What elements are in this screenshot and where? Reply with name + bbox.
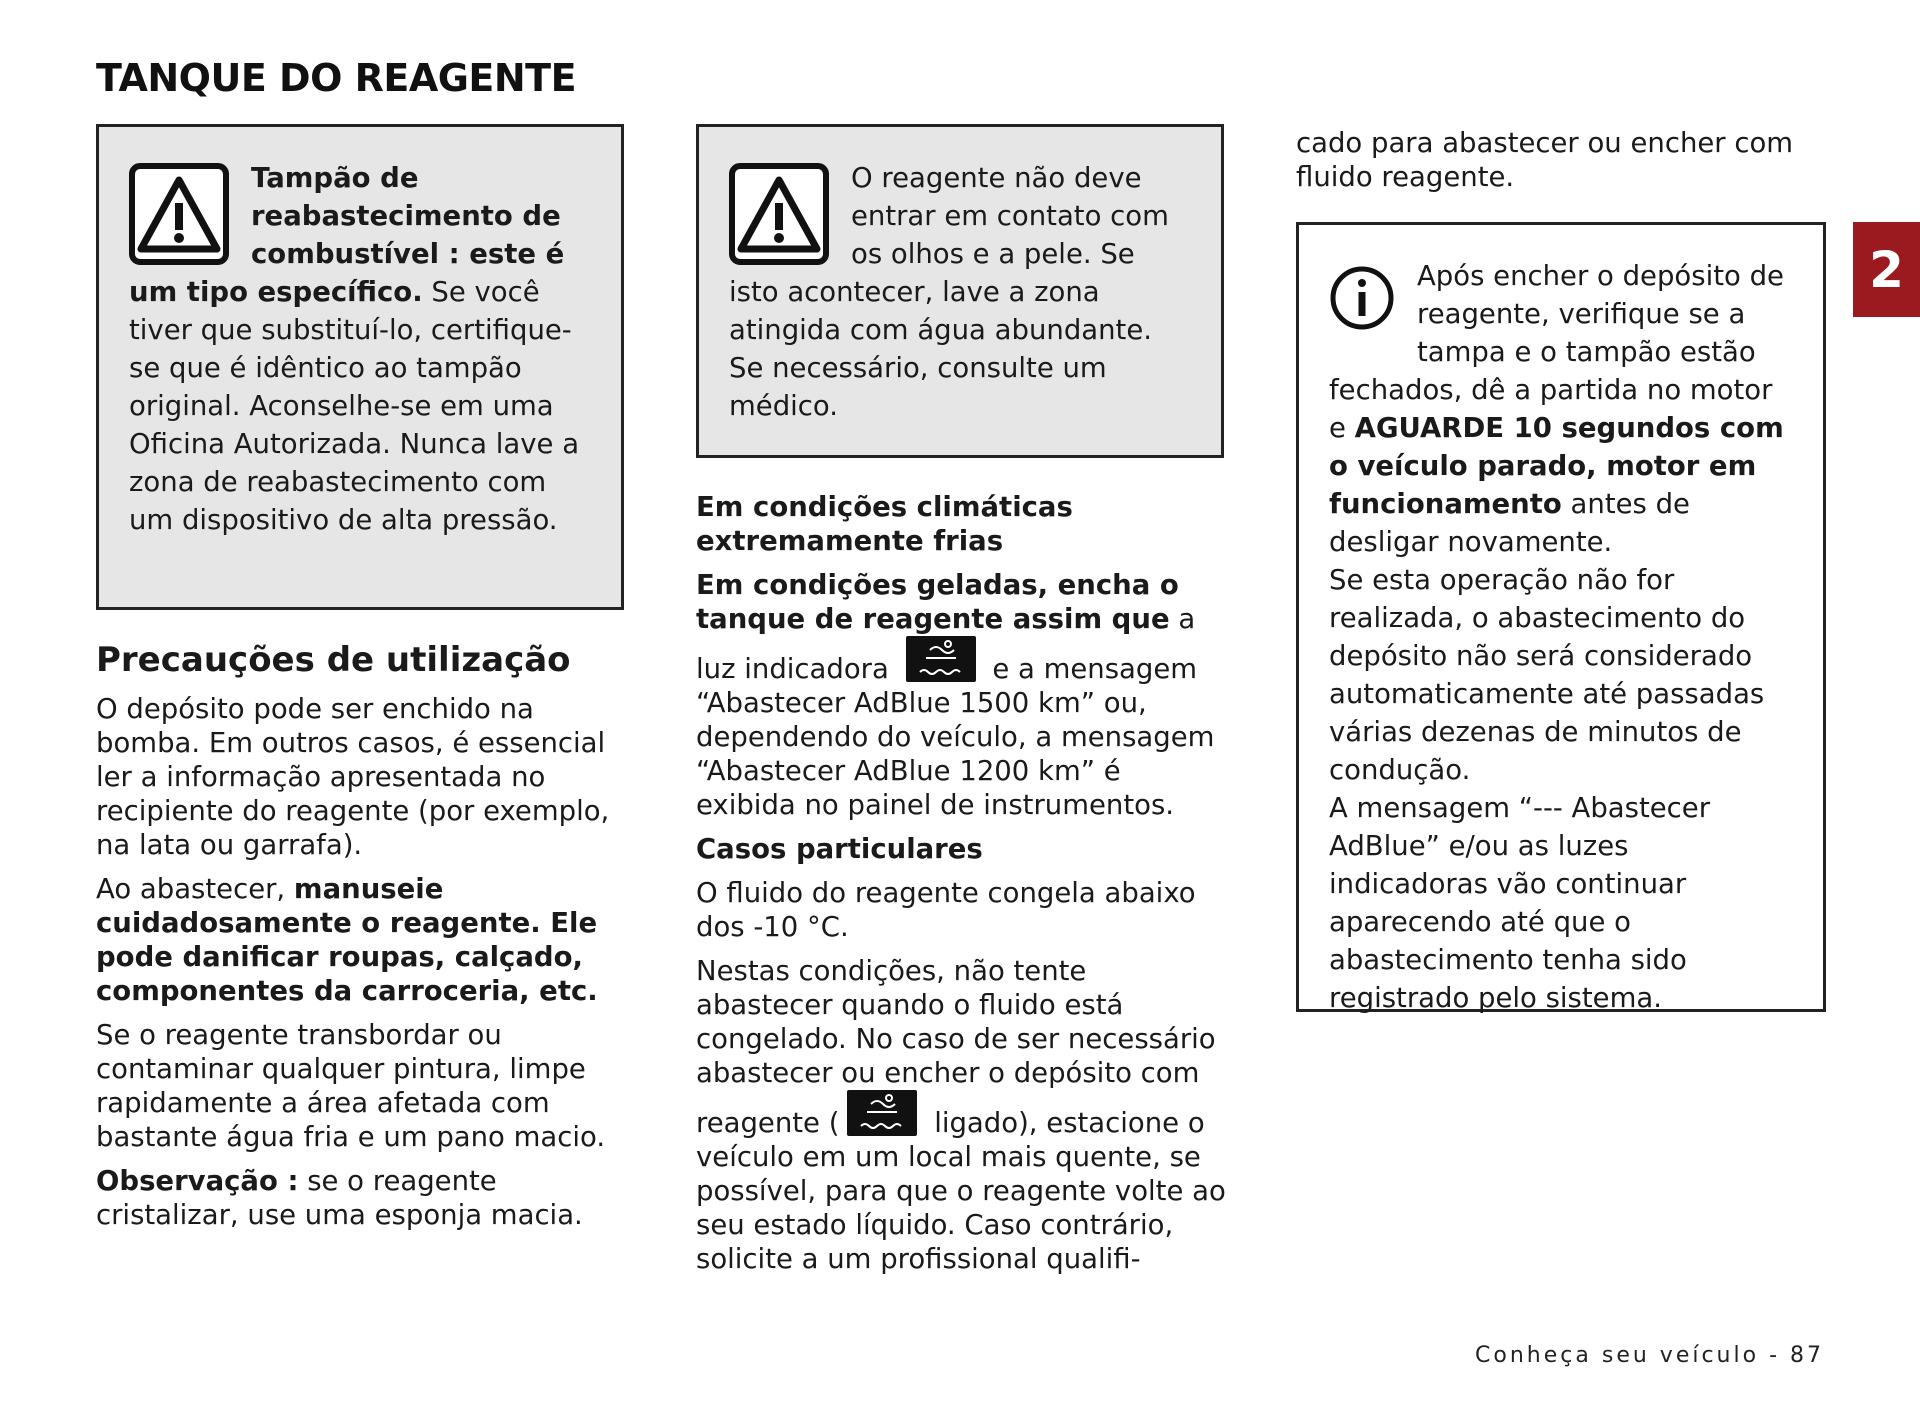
info-icon (1329, 265, 1395, 331)
page-title: TANQUE DO REAGENTE (96, 56, 577, 100)
paragraph-spill: Se o reagente transbordar ou contaminar qualquer pintura, limpe rapidamente a área afetada com bastante água fria e um pano macio. (96, 1019, 606, 1153)
contact-warning-text: O reagente não deve entrar em contato com os olhos e a pele. Se isto acontecer, lave a zona atingida com água abundante. Se necessário, consulte um médico. (729, 162, 1169, 422)
section-title-precautions: Precauções de utilização (96, 640, 571, 680)
paragraph-freeze-temp: O fluido do reagente congela abaixo dos -10 °C. (696, 877, 1196, 943)
heading-extreme-cold: Em condições climáticas extremamente frias (696, 491, 1073, 557)
column-1 (96, 640, 626, 1242)
paragraph-continued: cado para abastecer ou encher com fluido reagente. (1296, 127, 1794, 193)
paragraph-freezing: Em condições geladas, encha o tanque de reagente assim que a luz indicadora e a mensagem “Abastecer AdBlue 1500 km” ou, dependendo do veículo, a mensagem “Abastecer AdBlue 1200 km” é exibida no painel de instrumentos. (696, 569, 1215, 821)
adblue-warning-lamp-icon (847, 1090, 917, 1136)
warning-triangle-icon (729, 163, 829, 265)
fuel-cap-warning-bold: Tampão de reabastecimento de combustível : este é um tipo específico. (129, 162, 565, 308)
paragraph-observation: Observação : se o reagente cristalizar, use uma esponja macia. (96, 1165, 583, 1231)
column-2 (696, 490, 1226, 1286)
paragraph-frozen-fluid: Nestas condições, não tente abastecer quando o fluido está congelado. No caso de ser necessário abastecer ou encher o depósito com reagente ( ligado), estacione o veículo em um local mais quente, se possível, para que o reagente volte ao seu estado líquido. Caso contrário, solicite a um profissional qualifi- (696, 955, 1226, 1275)
heading-particular-cases: Casos particulares (696, 833, 983, 865)
info-box-refill (1296, 222, 1826, 1012)
warning-box-contact (696, 124, 1224, 458)
page-footer: Conheça seu veículo - 87 (1475, 1343, 1824, 1368)
warning-box-fuel-cap (96, 124, 624, 610)
fuel-cap-warning-body: Se você tiver que substituí-lo, certifique-se que é idêntico ao tampão original. Aconselhe-se em uma Oficina Autorizada. Nunca lave a zona de reabastecimento com um dispositivo de alta pressão. (129, 276, 580, 536)
paragraph-handling: Ao abastecer, manuseie cuidadosamente o reagente. Ele pode danificar roupas, calçado, componentes da carroceria, etc. (96, 873, 598, 1007)
warning-triangle-icon (129, 163, 229, 265)
paragraph-filling: O depósito pode ser enchido na bomba. Em outros casos, é essencial ler a informação apresentada no recipiente do reagente (por exemplo, na lata ou garrafa). (96, 693, 610, 861)
adblue-warning-lamp-icon (906, 636, 976, 682)
chapter-tab: 2 (1853, 222, 1920, 317)
info-box-text: Após encher o depósito de reagente, verifique se a tampa e o tampão estão fechados, dê a partida no motor e AGUARDE 10 segundos com o veículo parado, motor em funcionamento antes de desligar novamente. Se esta operação não for realizada, o abastecimento do depósito não será considerado automaticamente até passadas várias dezenas de minutos de condução. A mensagem “--- Abastecer AdBlue” e/ou as luzes indicadoras vão continuar aparecendo até que o abastecimento tenha sido registrado pelo sistema. (1329, 260, 1784, 1014)
column-3 (1296, 126, 1826, 204)
